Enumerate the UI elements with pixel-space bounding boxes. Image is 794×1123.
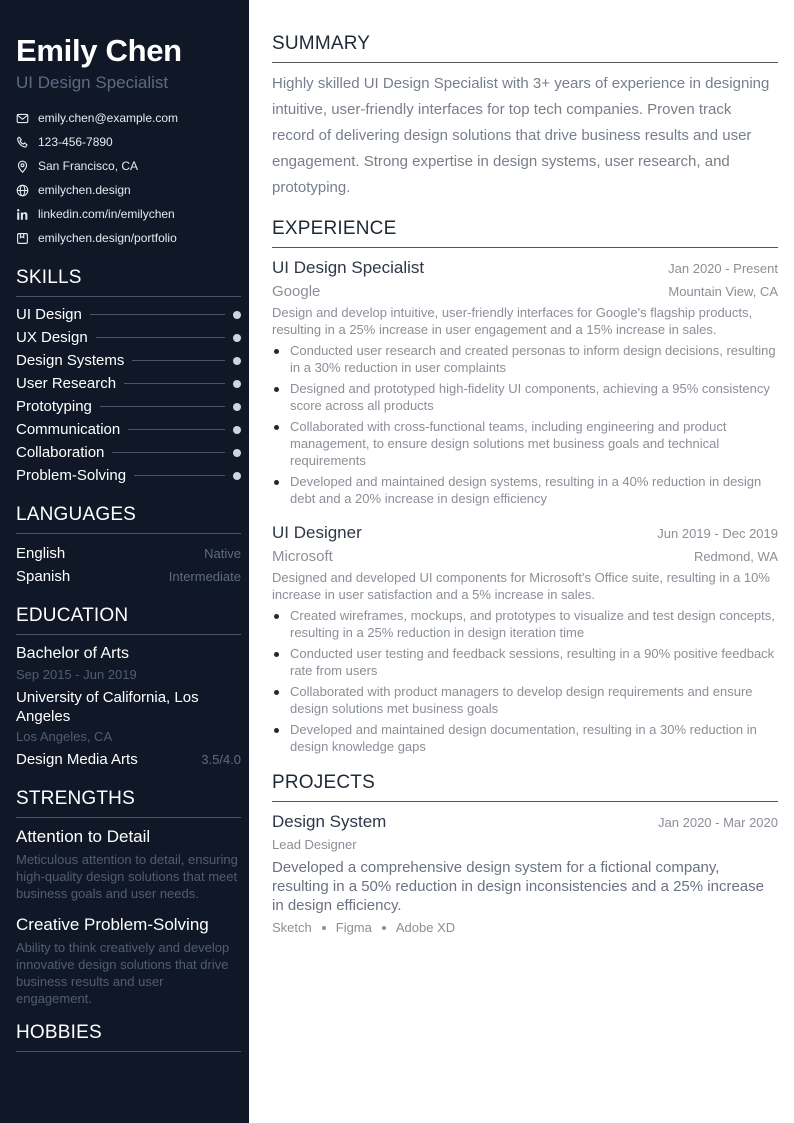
education-degree: Bachelor of Arts <box>16 645 129 662</box>
job-entry <box>272 521 778 755</box>
skill-dot <box>233 380 241 388</box>
language-level: Native <box>204 546 241 561</box>
skill-divider <box>134 475 225 476</box>
location-icon <box>16 160 29 173</box>
contact-email-text: emily.chen@example.com <box>38 111 179 125</box>
skill-label: UI Design <box>16 306 82 323</box>
language-item <box>16 565 241 588</box>
project-title: Design System <box>272 812 387 831</box>
contact-portfolio-text: emilychen.design/portfolio <box>38 231 177 245</box>
education-location: Los Angeles, CA <box>16 729 113 744</box>
skill-label: User Research <box>16 375 117 392</box>
contact-email[interactable] <box>16 106 241 130</box>
email-icon <box>16 112 29 125</box>
job-company: Microsoft <box>272 548 333 565</box>
job-bullets <box>272 342 778 507</box>
skill-divider <box>112 452 225 453</box>
contact-phone-text: 123-456-7890 <box>38 135 113 149</box>
job-desc: Design and develop intuitive, user-friendly interfaces for Google's flagship products, resulting in a 25% increase in user engagement and a 15% increase in sales. <box>272 305 753 337</box>
job-bullet: Conducted user testing and feedback sessions, resulting in a 90% positive feedback rate from users <box>272 645 778 679</box>
job-bullet: Developed and maintained design systems, resulting in a 40% reduction in design debt and a 20% increase in design efficiency <box>272 473 778 507</box>
contact-location <box>16 154 241 178</box>
skill-dot <box>233 311 241 319</box>
skills-heading: SKILLS <box>16 266 241 297</box>
skill-item <box>16 349 241 372</box>
main-content <box>272 0 778 935</box>
skill-item <box>16 395 241 418</box>
job-bullet: Developed and maintained design documentation, resulting in a 30% reduction in design knowledge gaps <box>272 721 778 755</box>
phone-icon <box>16 136 29 149</box>
skill-dot <box>233 449 241 457</box>
job-desc: Designed and developed UI components for Microsoft's Office suite, resulting in a 10% increase in user satisfaction and a 5% increase in sales. <box>272 570 770 602</box>
language-name: English <box>16 545 66 562</box>
project-entry <box>272 810 778 935</box>
strength-desc: Meticulous attention to detail, ensuring high-quality design solutions that meet business goals and user needs. <box>16 852 238 901</box>
skill-dot <box>233 472 241 480</box>
contact-portfolio[interactable] <box>16 226 241 250</box>
skill-item <box>16 372 241 395</box>
skill-label: Prototyping <box>16 398 92 415</box>
project-dates: Jan 2020 - Mar 2020 <box>658 815 778 830</box>
job-bullet: Collaborated with cross-functional teams, including engineering and product management, to ensure design solutions met business goals and technical requirements <box>272 418 778 469</box>
education-entry <box>16 643 241 771</box>
language-item <box>16 542 241 565</box>
contact-list <box>16 106 241 250</box>
candidate-role: UI Design Specialist <box>16 73 169 92</box>
summary-text: Highly skilled UI Design Specialist with 3+ years of experience in designing intuitive, user-friendly interfaces for top tech companies. Proven track record of delivering design solutions that drive business results and user engagement. Strong expertise in design systems, user research, and prototyping. <box>272 75 770 196</box>
contact-website[interactable] <box>16 178 241 202</box>
education-dates: Sep 2015 - Jun 2019 <box>16 667 137 682</box>
linkedin-icon <box>16 208 29 221</box>
education-major-row <box>16 749 241 771</box>
skill-dot <box>233 334 241 342</box>
job-entry <box>272 256 778 507</box>
contact-location-text: San Francisco, CA <box>38 159 139 173</box>
projects-heading: PROJECTS <box>272 771 778 802</box>
skill-divider <box>100 406 225 407</box>
strengths-heading: STRENGTHS <box>16 787 241 818</box>
project-desc: Developed a comprehensive design system for a fictional company, resulting in a 50% reduction in design inconsistencies and a 25% increase in design efficiency. <box>272 859 764 914</box>
strength-title: Creative Problem-Solving <box>16 915 209 934</box>
skill-item <box>16 303 241 326</box>
education-gpa: 3.5/4.0 <box>201 752 241 767</box>
strength-item <box>16 826 241 902</box>
skill-dot <box>233 426 241 434</box>
project-tools <box>272 920 778 935</box>
project-role: Lead Designer <box>272 837 357 852</box>
skill-label: Collaboration <box>16 444 105 461</box>
skill-divider <box>124 383 225 384</box>
job-location: Redmond, WA <box>693 549 778 564</box>
skill-item <box>16 441 241 464</box>
education-heading: EDUCATION <box>16 604 241 635</box>
strength-title: Attention to Detail <box>16 827 151 846</box>
skill-divider <box>132 360 225 361</box>
skill-dot <box>233 357 241 365</box>
skill-label: Problem-Solving <box>16 467 127 484</box>
project-tool: Figma <box>335 920 372 935</box>
contact-phone[interactable] <box>16 130 241 154</box>
tool-separator <box>382 926 386 930</box>
contact-linkedin[interactable] <box>16 202 241 226</box>
skill-label: Design Systems <box>16 352 125 369</box>
skill-divider <box>96 337 225 338</box>
job-location: Mountain View, CA <box>668 284 778 299</box>
job-company: Google <box>272 283 321 300</box>
language-name: Spanish <box>16 568 71 585</box>
languages-heading: LANGUAGES <box>16 503 241 534</box>
skills-list <box>16 303 241 487</box>
languages-list <box>16 542 241 588</box>
language-level: Intermediate <box>168 569 241 584</box>
strength-item <box>16 914 241 1007</box>
skill-dot <box>233 403 241 411</box>
job-bullet: Created wireframes, mockups, and prototypes to visualize and test design concepts, resulting in a 25% reduction in design iteration time <box>272 607 778 641</box>
job-dates: Jun 2019 - Dec 2019 <box>657 526 778 541</box>
skill-divider <box>128 429 225 430</box>
tool-separator <box>322 926 326 930</box>
job-title: UI Design Specialist <box>272 258 425 277</box>
skill-item <box>16 418 241 441</box>
skill-item <box>16 464 241 487</box>
experience-heading: EXPERIENCE <box>272 217 778 248</box>
project-tool: Sketch <box>272 920 312 935</box>
skill-label: UX Design <box>16 329 88 346</box>
job-bullet: Collaborated with product managers to develop design requirements and ensure design solutions met business goals <box>272 683 778 717</box>
project-tool: Adobe XD <box>395 920 456 935</box>
globe-icon <box>16 184 29 197</box>
job-bullets <box>272 607 778 755</box>
job-bullet: Designed and prototyped high-fidelity UI components, achieving a 95% consistency score across all products <box>272 380 778 414</box>
contact-website-text: emilychen.design <box>38 183 131 197</box>
skill-item <box>16 326 241 349</box>
strength-desc: Ability to think creatively and develop innovative design solutions that drive business results and user engagement. <box>16 940 230 1006</box>
education-major: Design Media Arts <box>16 751 138 768</box>
education-university: University of California, Los Angeles <box>16 689 199 725</box>
candidate-name: Emily Chen <box>16 33 182 68</box>
job-title: UI Designer <box>272 523 362 542</box>
portfolio-icon <box>16 232 29 245</box>
summary-heading: SUMMARY <box>272 32 778 63</box>
hobbies-heading: HOBBIES <box>16 1021 241 1052</box>
skill-divider <box>90 314 225 315</box>
job-dates: Jan 2020 - Present <box>668 261 778 276</box>
skill-label: Communication <box>16 421 121 438</box>
contact-linkedin-text: linkedin.com/in/emilychen <box>38 207 175 221</box>
job-bullet: Conducted user research and created personas to inform design decisions, resulting in a 30% reduction in user complaints <box>272 342 778 376</box>
sidebar <box>0 0 249 1123</box>
